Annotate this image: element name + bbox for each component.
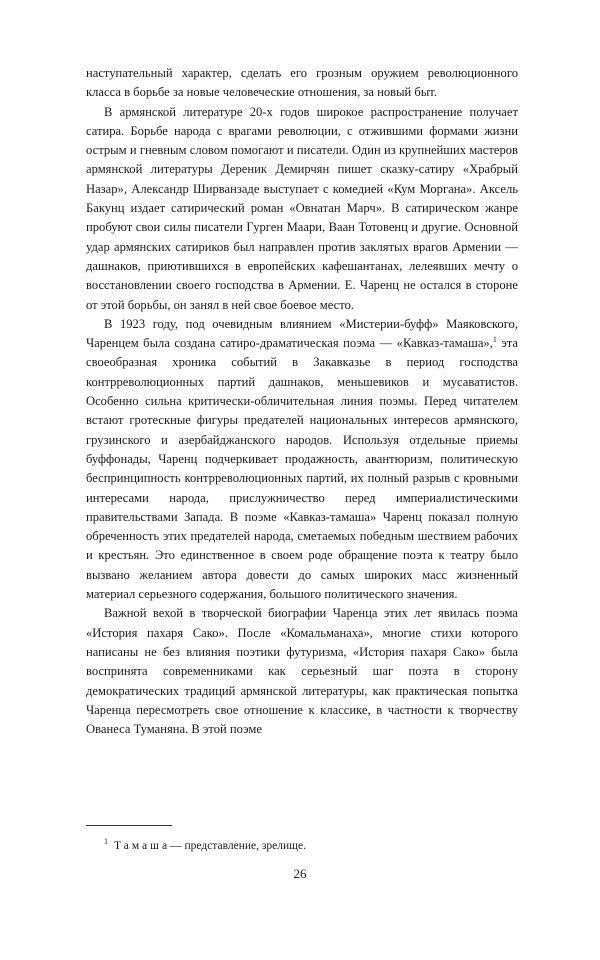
footnote-reference: 1 [492,334,497,344]
paragraph-3-start: В 1923 году, под очевидным влиянием «Мистерии-буфф» Маяковского, Чаренцем была создана сатиро-драматическая поэма — «Кавказ-тамаша», [86,316,518,351]
footnote-divider [86,825,172,826]
body-text [86,64,518,739]
page-number: 26 [293,866,307,881]
footnote-term: Тамаша [114,839,171,852]
footnote-mark: 1 [104,837,108,846]
paragraph-1: наступательный характер, сделать его грозным оружием революционного класса в борьбе за новые человеческие отношения, за новый быт. [86,66,518,100]
paragraph-3-rest: эта своеобразная хроника событий в Закавказье в период господства контрреволюционных партий дашнаков, меньшевиков и мусаватистов. Особенно сильна критически-обличительная линия поэмы. Перед читателем встают гротескные фигуры предателей национальных интересов армянского, грузинского и азербайджанского народов. Используя отдельные приемы буффонады, Чаренц подчеркивает продажность, авантюризм, политическую беспринципность контрреволюционных партий, их полный разрыв с кровными интересами народа, прислужничество перед империалистическими правительствами Запада. В поэме «Кавказ-тамаша» Чаренц показал полную обреченность этих предателей народа, сметаемых победным шествием рабочих и крестьян. Это единственное в своем роде обращение поэта к театру было вызвано желанием автора довести до самых широких масс жизненный материал серьезного содержания, большого политического значения. [86,336,518,602]
paragraph-2: В армянской литературе 20-х годов широкое распространение получает сатира. Борьбе народа с врагами революции, с отжившими формами жизни острым и гневным словом помогают и писатели. Один из крупнейших мастеров армянской литературы Дереник Демирчян пишет сказку-сатиру «Храбрый Назар», Александр Ширванзаде выступает с комедией «Кум Моргана». Аксель Бакунц издает сатирический роман «Овнатан Марч». В сатирическом жанре пробуют свои силы писатели Гурген Маари, Ваан Тотовенц и другие. Основной удар армянских сатириков был направлен против заклятых врагов Армении — дашнаков, приютившихся в европейских кафешантанах, лелеявших мечту о восстановлении своего господства в Армении. Е. Чаренц не остался в стороне от этой борьбы, он занял в ней свое боевое место. [86,104,518,312]
footnote-definition: — представление, зрелище. [170,839,306,852]
footnote [104,834,306,854]
paragraph-3 [86,315,518,604]
paragraph-4: Важной вехой в творческой биографии Чаренца этих лет явилась поэма «История пахаря Сако». После «Комальманаха», многие стихи которого написаны не без влияния поэтики футуризма, «История пахаря Сако» была воспринята современниками как серьезный шаг поэта в сторону демократических традиций армянской литературы, как практическая попытка Чаренца пересмотреть свое отношение к классике, в частности к творчеству Ованеса Туманяна. В этой поэме [86,606,518,737]
